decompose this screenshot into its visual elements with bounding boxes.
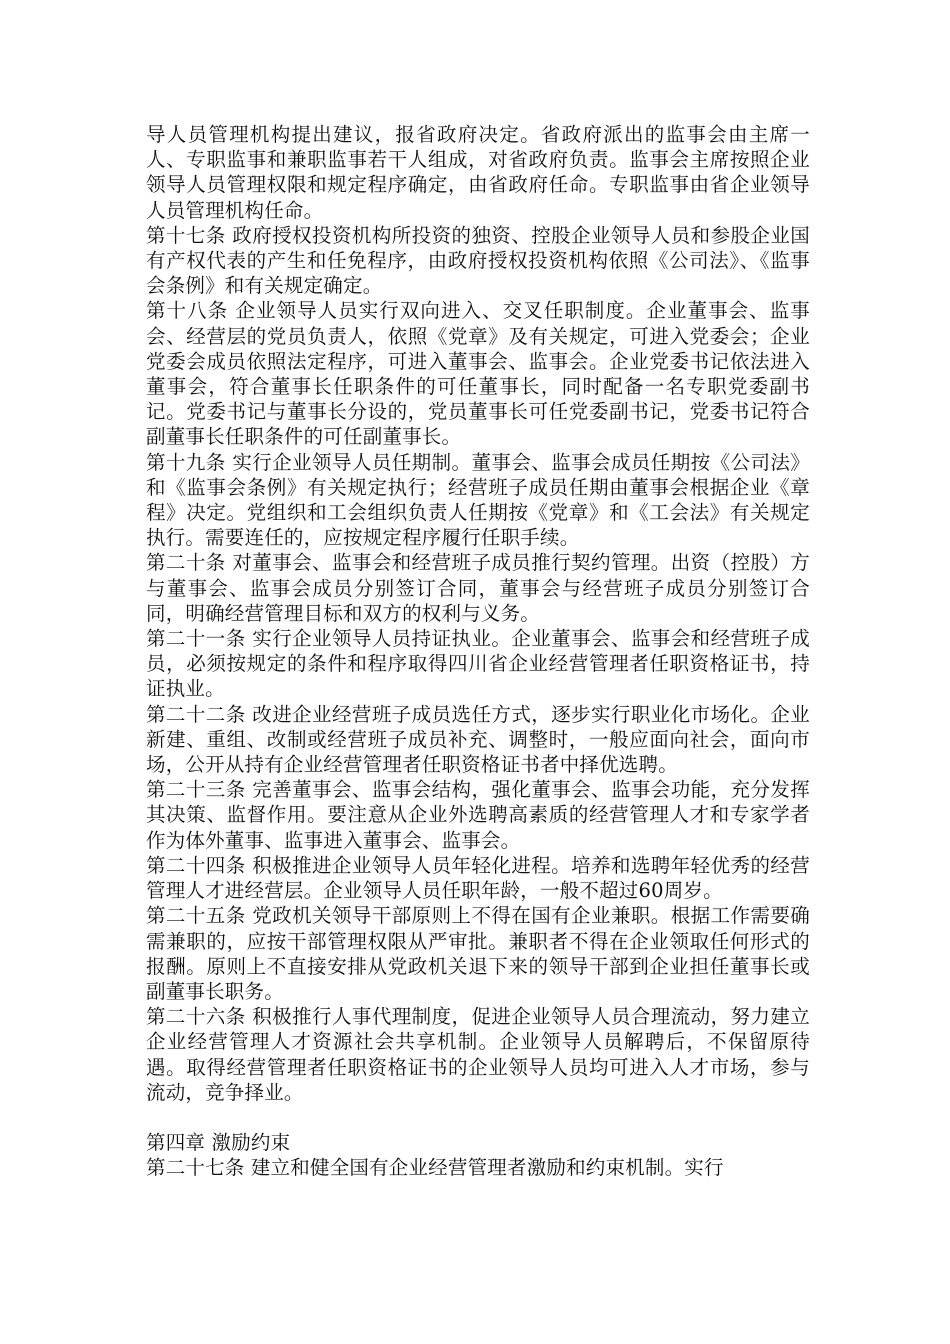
article-21: 第二十一条 实行企业领导人员持证执业。企业董事会、监事会和经营班子成员，必须按规定的条件和程序取得四川省企业经营管理者任职资格证书，持证执业。 [146, 627, 810, 701]
article-23: 第二十三条 完善董事会、监事会结构，强化董事会、监事会功能，充分发挥其决策、监督作用。要注意从企业外选聘高素质的经营管理人才和专家学者作为体外董事、监事进入董事会、监事会。 [146, 778, 810, 852]
article-26: 第二十六条 积极推行人事代理制度，促进企业领导人员合理流动，努力建立企业经营管理人才资源社会共享机制。企业领导人员解聘后，不保留原待遇。取得经营管理者任职资格证书的企业领导人员均可进入人才市场，参与流动，竞争择业。 [146, 1005, 810, 1104]
document-page [146, 122, 810, 1181]
article-22: 第二十二条 改进企业经营班子成员选任方式，逐步实行职业化市场化。企业新建、重组、改制或经营班子成员补充、调整时，一般应面向社会，面向市场，公开从持有企业经营管理者任职资格证书者中择优选聘。 [146, 702, 810, 777]
blank-line [146, 1105, 810, 1130]
article-18: 第十八条 企业领导人员实行双向进入、交叉任职制度。企业董事会、监事会、经营层的党员负责人，依照《党章》及有关规定，可进入党委会；企业党委会成员依照法定程序，可进入董事会、监事会。企业党委书记依法进入董事会，符合董事长任职条件的可任董事长，同时配备一名专职党委副书记。党委书记与董事长分设的，党员董事长可任党委副书记，党委书记符合副董事长任职条件的可任副董事长。 [146, 299, 810, 449]
article-25: 第二十五条 党政机关领导干部原则上不得在国有企业兼职。根据工作需要确需兼职的，应按干部管理权限从严审批。兼职者不得在企业领取任何形式的报酬。原则上不直接安排从党政机关退下来的领导干部到企业担任董事长或副董事长职务。 [146, 904, 810, 1003]
article-27: 第二十七条 建立和健全国有企业经营管理者激励和约束机制。实行 [146, 1156, 724, 1180]
article-20: 第二十条 对董事会、监事会和经营班子成员推行契约管理。出资（控股）方与董事会、监事会成员分别签订合同，董事会与经营班子成员分别签订合同，明确经营管理目标和双方的权利与义务。 [146, 551, 810, 625]
article-19: 第十九条 实行企业领导人员任期制。董事会、监事会成员任期按《公司法》和《监事会条例》有关规定执行；经营班子成员任期由董事会根据企业《章程》决定。党组织和工会组织负责人任期按《党章》和《工会法》有关规定执行。需要连任的，应按规定程序履行任职手续。 [146, 450, 810, 550]
article-17: 第十七条 政府授权投资机构所投资的独资、控股企业领导人员和参股企业国有产权代表的产生和任免程序，由政府授权投资机构依照《公司法》、《监事会条例》和有关规定确定。 [146, 223, 810, 298]
chapter-heading: 第四章 激励约束 [146, 1131, 291, 1155]
paragraph-continuation: 导人员管理机构提出建议，报省政府决定。省政府派出的监事会由主席一人、专职监事和兼职监事若干人组成，对省政府负责。监事会主席按照企业领导人员管理权限和规定程序确定，由省政府任命。专职监事由省企业领导人员管理机构任命。 [146, 123, 810, 222]
article-24: 第二十四条 积极推进企业领导人员年轻化进程。培养和选聘年轻优秀的经营管理人才进经营层。企业领导人员任职年龄，一般不超过60周岁。 [146, 853, 810, 903]
